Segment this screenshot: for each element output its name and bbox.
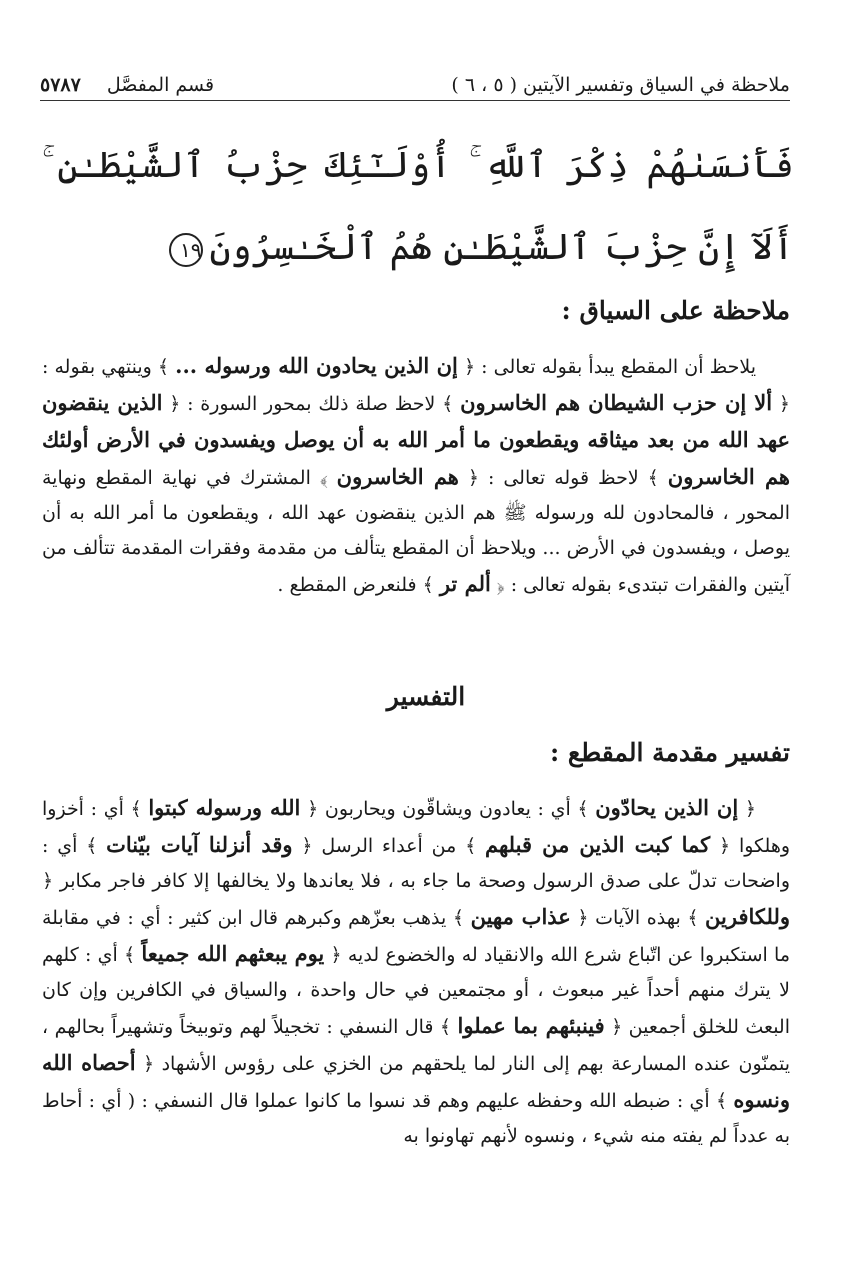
intro-text-4: ﴾ من أعداء الرسل ﴿ <box>301 835 477 857</box>
context-text-1: يلاحظ أن المقطع يبدأ بقوله تعالى : ﴿ <box>463 356 756 378</box>
intro-text-2: ﴾ أي : يعادون ويشاقّون ويحاربون ﴿ <box>307 798 589 820</box>
verse-text: فَأَنسَىٰهُمْ ذِكْرَ ٱللَّهِ ۚ أُوْلَـٰٓئِكَ حِزْبُ ٱلشَّيْطَـٰنِ ۚ أَلَآ إِنَّ حِزْبَ ٱلشَّيْطَـٰنِ هُمُ ٱلْخَـٰسِرُونَ <box>42 145 794 268</box>
intro-text-1: ﴿ <box>744 798 756 820</box>
quote-2: ألا إن حزب الشيطان هم الخاسرون <box>460 390 773 415</box>
intro-quote-9: أحصاه الله ونسوه <box>42 1050 790 1112</box>
intro-quote-3: كما كبت الذين من قبلهم <box>485 832 711 857</box>
page-number: ٥٧٨٧ <box>40 74 81 96</box>
intro-quote-2: الله ورسوله كبتوا <box>148 795 301 820</box>
tafsir-heading: التفسير <box>386 682 466 711</box>
intro-quote-8: فينبئهم بما عملوا <box>457 1013 605 1038</box>
page-header <box>40 62 790 101</box>
intro-heading: تفسير مقدمة المقطع : <box>549 738 790 767</box>
intro-text-9: ﴾ قال النسفي : تخجيلاً لهم وتوبيخاً وتشهيراً بحالهم ، يتمنّون عنده المسارعة بهم إلى النار لما يلحقهم من الخزي على رؤوس الأشهاد ﴿ <box>42 1016 791 1075</box>
context-text-5: ﴾ المشترك في نهاية المقطع ونهاية المحور ، فالمحادون لله ورسوله ﷺ هم الذين ينقضون عهد الله ، ويقطعون ما أمر الله به أن يوصل ، ويفسدون في الأرض ... ويلاحظ أن المقطع يتألف من مقدمة وفقرات المقدمة تتألف من آيتين والفقرات تبتدىء بقوله تعالى : ﴿ <box>42 467 790 596</box>
intro-paragraph <box>42 790 790 1154</box>
intro-quote-4: وقد أنزلنا آيات بيّنات <box>106 832 293 857</box>
ayah-number-marker: ١٩ <box>169 233 203 267</box>
running-title: ملاحظة في السياق وتفسير الآيتين ( ٥ ، ٦ ) <box>451 74 790 96</box>
intro-text-5: ﴾ أي : واضحات تدلّ على صدق الرسول وصحة ما جاء به ، فلا يعاندها ولا يخالفها إلا كافر فاجر مكابر ﴿ <box>42 835 790 892</box>
section-name: قسم المفصَّل <box>106 74 215 96</box>
context-text-6: ﴾ فلنعرض المقطع . <box>277 574 434 596</box>
intro-text-7: ﴾ يذهب بعزّهم وكبرهم قال ابن كثير : أي : في مقابلة ما استكبروا عن اتّباع شرع الله والانقياد له والخضوع لديه ﴿ <box>42 907 791 966</box>
context-heading: ملاحظة على السياق : <box>561 296 790 325</box>
intro-quote-6: عذاب مهين <box>470 904 571 929</box>
intro-quote-1: إن الذين يحادّون <box>595 795 739 820</box>
intro-quote-5: وللكافرين <box>705 904 790 929</box>
quote-3: الذين ينقضون عهد الله من بعد ميثاقه ويقطعون ما أمر الله به أن يوصل ويفسدون في الأرض أولئك هم الخاسرون <box>42 390 790 489</box>
intro-text-6: ﴾ بهذه الآيات ﴿ <box>577 907 699 929</box>
context-text-2: ﴾ وينتهي بقوله : ﴿ <box>42 356 790 415</box>
quote-5: ألم تر <box>439 571 491 596</box>
intro-text-3: ﴾ أي : أخزوا وهلكوا ﴿ <box>42 798 791 857</box>
context-text-4: ﴾ لاحظ قوله تعالى : ﴿ <box>467 467 659 489</box>
intro-text-8: ﴾ أي : كلهم لا يترك منهم أحداً غير مبعوث ، أو مجتمعين في حال واحدة ، والسياق في الكافرين وإن كان البعث للخلق أجمعين ﴿ <box>42 944 790 1038</box>
intro-quote-7: يوم يبعثهم الله جميعاً <box>141 941 325 966</box>
context-paragraph <box>42 348 790 603</box>
header-left-group <box>40 74 214 96</box>
quran-verse <box>42 125 794 289</box>
context-text-3: ﴾ لاحظ صلة ذلك بمحور السورة : ﴿ <box>169 393 454 415</box>
quote-1: إن الذين يحادون الله ورسوله ... <box>175 353 458 378</box>
intro-text-10: ﴾ أي : ضبطه الله وحفظه عليهم وهم قد نسوا ما كانوا عملوا قال النسفي : ( أي : أحاط به عدداً لم يفته منه شيء ، ونسوه لأنهم تهاونوا به <box>42 1090 790 1147</box>
quote-4: هم الخاسرون <box>336 464 459 489</box>
